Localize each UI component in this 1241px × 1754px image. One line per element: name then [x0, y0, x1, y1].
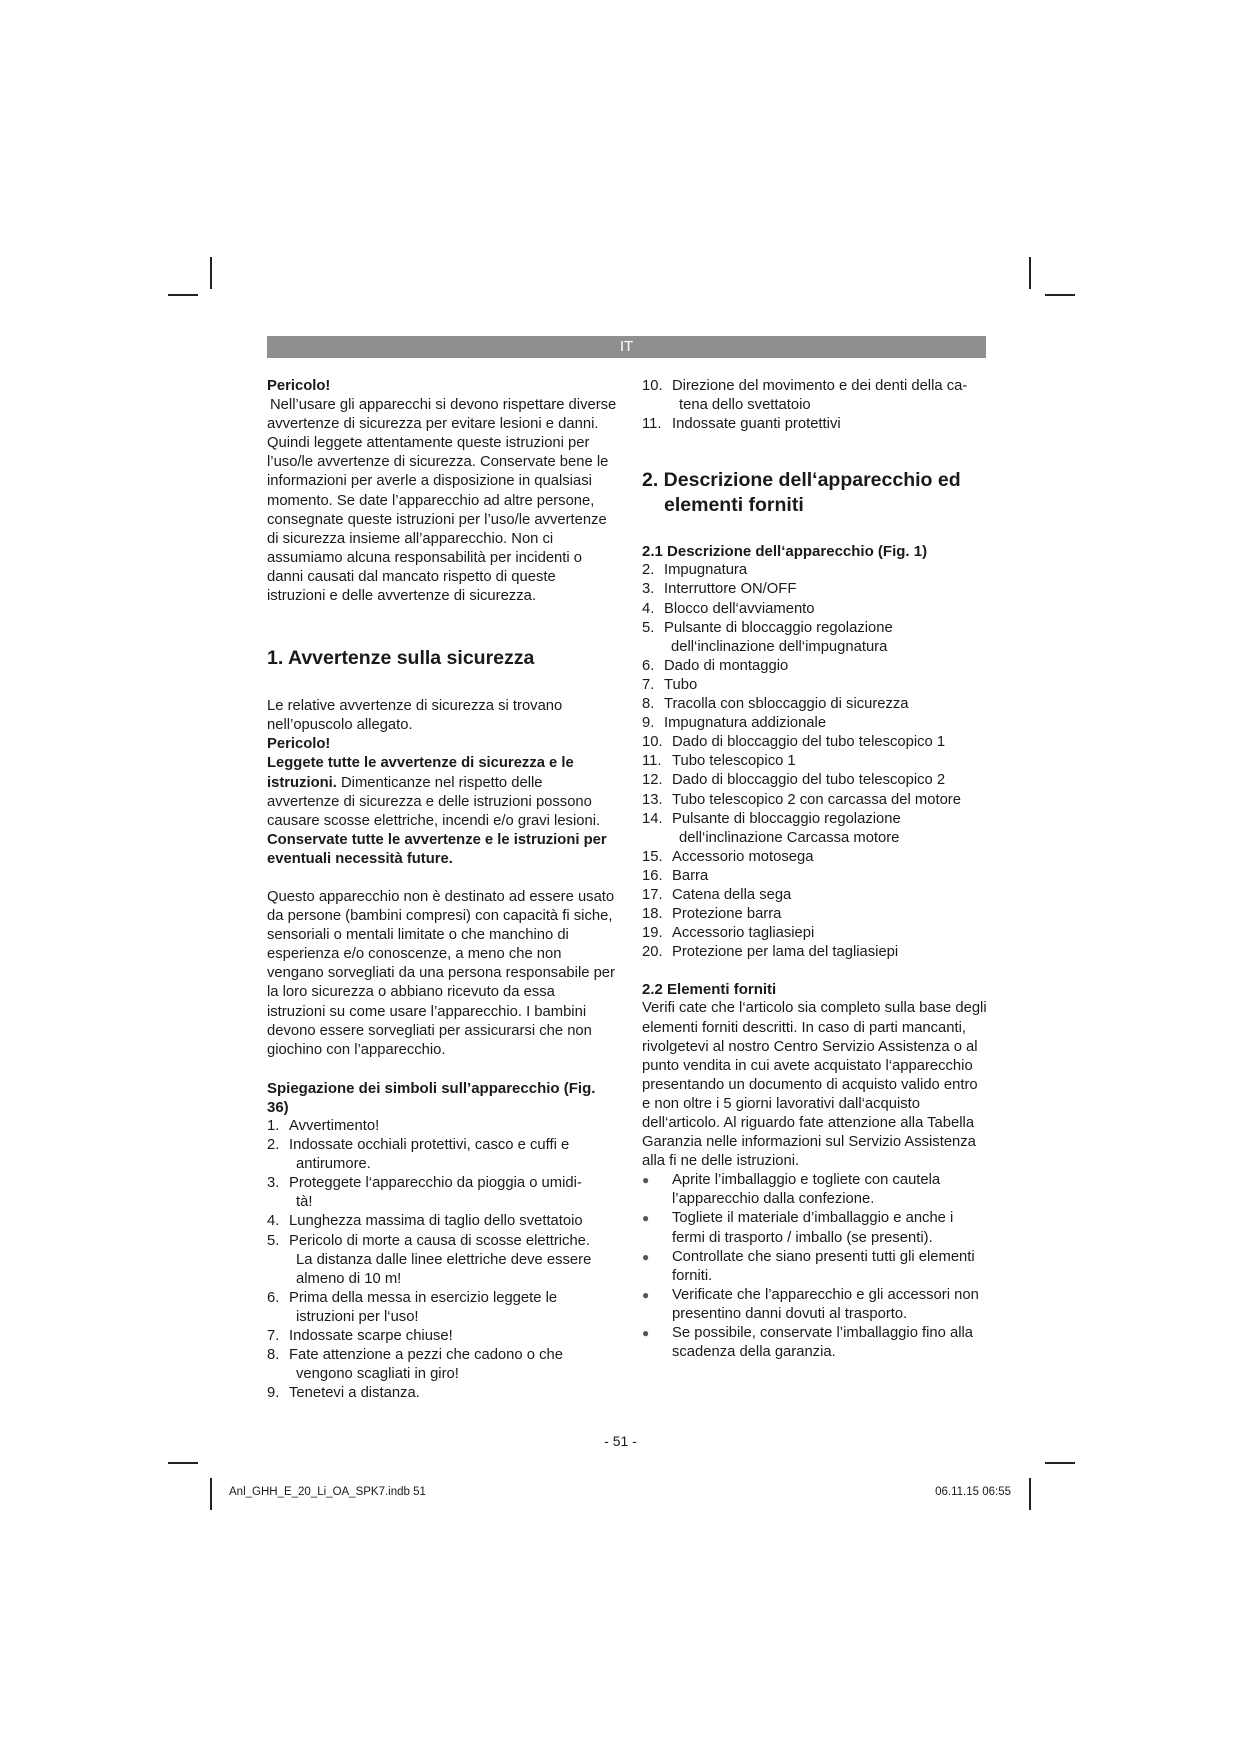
- bullet-item: [642, 1248, 988, 1286]
- list-item-number: 16.: [642, 867, 663, 884]
- parts-list-continued: [642, 733, 988, 962]
- bullet-item: [642, 1286, 988, 1324]
- list-item-number: 4.: [267, 1213, 280, 1230]
- list-item-number: 3.: [642, 581, 655, 598]
- list-item: [267, 1346, 617, 1384]
- danger-title: Pericolo!: [267, 378, 331, 394]
- symbols-list: [267, 1117, 617, 1403]
- list-item-text: Indossate occhiali protettivi, casco e cuffi e: [289, 1137, 570, 1154]
- list-item-text: Prima della messa in esercizio leggete le: [289, 1289, 558, 1306]
- list-item-continuation: tà!: [296, 1194, 313, 1211]
- list-item-continuation: vengono scagliati in giro!: [296, 1366, 459, 1383]
- list-item: [642, 657, 988, 676]
- list-item-continuation: dell‘inclinazione dell‘impugnatura: [671, 638, 888, 655]
- crop-mark: [168, 1462, 198, 1464]
- list-item-text: Tubo telescopico 1: [672, 753, 796, 770]
- list-item-number: 15.: [642, 848, 663, 865]
- list-item-text: Tracolla con sbloccaggio di sicurezza: [664, 696, 909, 713]
- list-item-text: Tubo telescopico 2 con carcassa del motore: [672, 791, 961, 808]
- list-item: [642, 600, 988, 619]
- bullet-item: [642, 1171, 988, 1209]
- list-item-number: 19.: [642, 925, 663, 942]
- list-item: [267, 1289, 617, 1327]
- list-item: [267, 1174, 617, 1212]
- list-item-continuation: antirumore.: [296, 1156, 371, 1173]
- list-item-text: Catena della sega: [672, 886, 792, 903]
- safety-intro: Le relative avvertenze di sicurezza si trovano nell’opuscolo allegato.: [267, 698, 563, 734]
- list-item-text: Direzione del movimento e dei denti della ca-: [672, 378, 968, 394]
- footer-datetime: 06.11.15 06:55: [935, 1486, 1011, 1498]
- warning-paragraph: [267, 754, 617, 830]
- crop-mark: [168, 294, 198, 296]
- danger-title-2: Pericolo!: [267, 736, 331, 753]
- crop-mark: [1045, 1462, 1075, 1464]
- section-2-1-heading: 2.1 Descrizione dell‘apparecchio (Fig. 1): [642, 543, 928, 561]
- footer-filename: Anl_GHH_E_20_Li_OA_SPK7.indb 51: [229, 1486, 426, 1498]
- list-item-number: 18.: [642, 906, 663, 923]
- list-item-text: Impugnatura: [664, 562, 748, 579]
- list-item: [642, 676, 988, 695]
- list-item-text: Lunghezza massima di taglio dello svettatoio: [289, 1213, 583, 1230]
- list-item: [642, 791, 988, 810]
- children-warning: Questo apparecchio non è destinato ad essere usato da persone (bambini compresi) con capacità fi siche, sensoriali o mentali limitate o che manchino di esperienza e/o conoscenze, a meno che non vengano sorvegliati da una persona responsabile per la loro sicurezza o abbiano ricevuto da essa istruzioni su come usare l’apparecchio. I bambini devono essere sorvegliati per assicurarsi che non giochino con l’apparecchio.: [267, 888, 615, 1058]
- list-item: [642, 771, 988, 790]
- list-item: [642, 733, 988, 752]
- list-item: [642, 905, 988, 924]
- bullet-text: Controllate che siano presenti tutti gli elementi forniti.: [672, 1248, 975, 1284]
- section-2-heading: 2. Descrizione dell‘apparecchio ed elementi forniti: [642, 469, 961, 517]
- bullet-icon: ●: [642, 1211, 650, 1226]
- list-item-text: Tenetevi a distanza.: [289, 1385, 420, 1402]
- list-item: [642, 377, 988, 415]
- bullet-text: Se possibile, conservate l’imballaggio fino alla scadenza della garanzia.: [672, 1325, 974, 1361]
- list-item: [642, 810, 988, 848]
- danger-text: Nell’usare gli apparecchi si devono rispettare diverse avvertenze di sicurezza per evitare lesioni e danni. Quindi leggete attentamente queste istruzioni per l’uso/le avvertenze di sicurezza. Conservate bene le informazioni per averle a disposizione in qualsiasi momento. Se date l’apparecchio ad altre persone, consegnate queste istruzioni per l’uso/le avvertenze di sicurezza insieme all’apparecchio. Non ci assumiamo alcuna responsabilità per incidenti o danni causati dal mancato rispetto di queste istruzioni e delle avvertenze di sicurezza.: [267, 397, 617, 605]
- list-item-number: 13.: [642, 791, 663, 808]
- list-item-number: 7.: [642, 676, 655, 693]
- list-item-text: Pulsante di bloccaggio regolazione: [664, 619, 893, 636]
- list-item-number: 6.: [642, 657, 655, 674]
- list-item-text: Dado di bloccaggio del tubo telescopico 1: [672, 734, 946, 751]
- list-item: [642, 415, 988, 434]
- list-item-number: 11.: [642, 416, 662, 433]
- list-item: [642, 561, 988, 580]
- list-item-number: 2.: [642, 562, 655, 579]
- list-item: [642, 886, 988, 905]
- list-item: [642, 752, 988, 771]
- list-item-text: Indossate guanti protettivi: [672, 416, 841, 433]
- crop-mark: [1045, 294, 1075, 296]
- list-item-text: Pulsante di bloccaggio regolazione: [672, 810, 901, 827]
- list-item: [642, 924, 988, 943]
- section-1-heading: 1. Avvertenze sulla sicurezza: [267, 647, 535, 670]
- list-item-number: 11.: [642, 753, 662, 770]
- list-item-number: 10.: [642, 378, 663, 394]
- bullet-item: [642, 1324, 988, 1362]
- bullet-text: Aprite l’imballaggio e togliete con cautela l’apparecchio dalla confezione.: [672, 1172, 941, 1208]
- language-header-bar: IT: [267, 336, 986, 358]
- bullet-text: Togliete il materiale d’imballaggio e anche i fermi di trasporto / imballo (se presenti).: [672, 1210, 954, 1246]
- list-item-text: Interruttore ON/OFF: [664, 581, 797, 598]
- parts-list: [642, 561, 988, 733]
- list-item-number: 9.: [642, 715, 655, 732]
- list-item: [267, 1232, 617, 1289]
- list-item-text: Protezione per lama del tagliasiepi: [672, 944, 899, 961]
- list-item: [267, 1327, 617, 1346]
- list-item-continuation: dell‘inclinazione Carcassa motore: [679, 829, 900, 846]
- crop-mark: [210, 257, 212, 289]
- right-column: [642, 377, 988, 1362]
- list-item: [642, 580, 988, 599]
- list-item-text: Tubo: [664, 676, 698, 693]
- list-item-number: 4.: [642, 600, 655, 617]
- list-item-number: 8.: [642, 696, 655, 713]
- list-item-text: Fate attenzione a pezzi che cadono o che: [289, 1347, 563, 1364]
- scope-of-delivery-text: Verifi cate che l‘articolo sia completo sulla base degli elementi forniti descritti. In caso di parti mancanti, rivolgetevi al nostro Centro Servizio Assistenza o al punto vendita in cui avete acquistato l‘apparecchio presentando un documento di acquisto valido entro e non oltre i 5 giorni lavorativi dall‘acquisto dell‘articolo. Al riguardo fate attenzione alla Tabella Garanzia nelle informazioni sul Servizio Assistenza alla fi ne delle istruzioni.: [642, 1000, 987, 1170]
- crop-mark: [210, 1478, 212, 1510]
- list-item-number: 2.: [267, 1137, 280, 1154]
- section-2-2-heading: 2.2 Elementi forniti: [642, 981, 777, 999]
- list-item: [267, 1136, 617, 1174]
- list-item: [267, 1117, 617, 1136]
- list-item-text: Avvertimento!: [289, 1118, 380, 1134]
- list-item-number: 5.: [267, 1232, 280, 1249]
- list-item-continuation: La distanza dalle linee elettriche deve essere almeno di 10 m!: [296, 1251, 592, 1287]
- list-item: [642, 943, 988, 962]
- list-item-number: 6.: [267, 1289, 280, 1306]
- bullet-icon: ●: [642, 1249, 650, 1264]
- list-item: [642, 695, 988, 714]
- warning-text: Dimenticanze nel rispetto delle avvertenze di sicurezza e delle istruzioni possono causare scosse elettriche, incendi e/o gravi lesioni.: [267, 774, 601, 829]
- list-item-text: Indossate scarpe chiuse!: [289, 1328, 453, 1345]
- list-item: [642, 619, 988, 657]
- list-item-number: 17.: [642, 886, 663, 903]
- list-item-number: 1.: [267, 1118, 280, 1134]
- crop-mark: [1029, 257, 1031, 289]
- list-item-number: 20.: [642, 944, 663, 961]
- page-number: - 51 -: [604, 1433, 637, 1449]
- list-item: [267, 1384, 617, 1403]
- list-item-continuation: tena dello svettatoio: [679, 397, 811, 414]
- crop-mark: [1029, 1478, 1031, 1510]
- symbols-list-continued: [642, 377, 988, 434]
- list-item-number: 14.: [642, 810, 663, 827]
- bullet-item: [642, 1209, 988, 1247]
- bullet-text: Verificate che l’apparecchio e gli accessori non presentino danni dovuti al trasporto.: [672, 1286, 979, 1322]
- list-item-text: Dado di bloccaggio del tubo telescopico 2: [672, 772, 946, 789]
- symbols-heading: Spiegazione dei simboli sull’apparecchio (Fig. 36): [267, 1079, 596, 1116]
- list-item-number: 3.: [267, 1175, 280, 1192]
- bullet-icon: ●: [642, 1173, 650, 1188]
- keep-instructions: Conservate tutte le avvertenze e le istruzioni per eventuali necessità future.: [267, 831, 607, 867]
- list-item-text: Blocco dell‘avviamento: [664, 600, 815, 617]
- bullet-icon: ●: [642, 1326, 650, 1341]
- bullet-icon: ●: [642, 1287, 650, 1302]
- list-item-continuation: istruzioni per l‘uso!: [296, 1308, 419, 1325]
- list-item-text: Dado di montaggio: [664, 657, 789, 674]
- bullet-list: [642, 1171, 988, 1362]
- list-item: [642, 867, 988, 886]
- list-item-number: 7.: [267, 1328, 280, 1345]
- list-item-number: 5.: [642, 619, 655, 636]
- list-item: [642, 848, 988, 867]
- left-column: [267, 377, 617, 1403]
- list-item-number: 12.: [642, 772, 663, 789]
- list-item-text: Accessorio motosega: [672, 848, 814, 865]
- list-item-text: Barra: [672, 867, 709, 884]
- list-item-text: Pericolo di morte a causa di scosse elettriche.: [289, 1232, 591, 1249]
- list-item-text: Proteggete l‘apparecchio da pioggia o umidi-: [289, 1175, 582, 1192]
- list-item-number: 8.: [267, 1347, 280, 1364]
- warning-bold: Leggete tutte le avvertenze di sicurezza e le istruzioni.: [267, 755, 574, 791]
- list-item-text: Protezione barra: [672, 906, 782, 923]
- list-item: [267, 1212, 617, 1231]
- list-item-text: Impugnatura addizionale: [664, 715, 827, 732]
- list-item-number: 10.: [642, 734, 663, 751]
- list-item: [642, 714, 988, 733]
- list-item-text: Accessorio tagliasiepi: [672, 925, 815, 942]
- list-item-number: 9.: [267, 1385, 280, 1402]
